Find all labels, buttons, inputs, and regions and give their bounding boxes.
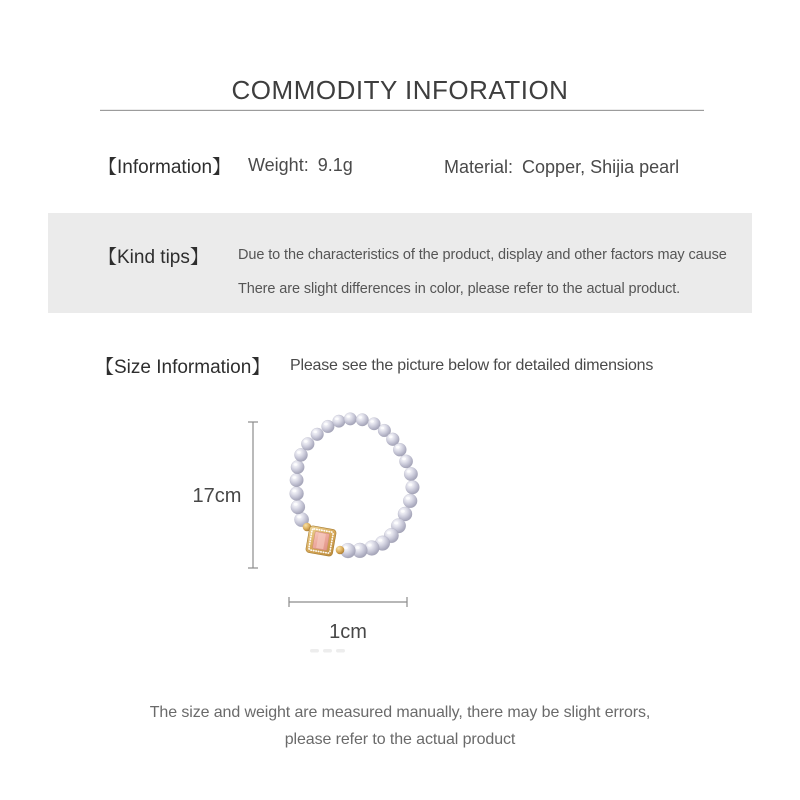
material-field [444,157,679,178]
pearl-highlight [389,435,393,438]
kind-tips-line-2: There are slight differences in color, please refer to the actual product. [238,281,681,297]
pearl [356,414,369,427]
pearl [291,500,305,514]
width-dimension-line [289,597,407,607]
width-dimension-label: 1cm [329,621,367,643]
square-gem-charm [305,525,336,556]
information-section-label: 【Information】 [98,157,232,178]
material-value: Copper, Shijia pearl [522,157,680,177]
cropped-text-remnant [310,649,345,653]
pearl [399,455,412,468]
pearl [403,494,417,508]
weight-label: Weight: [248,155,309,175]
pearl [393,443,406,456]
pearl-highlight [355,546,359,549]
pearl [406,480,420,494]
pearl-highlight [378,539,382,542]
pearl [322,420,335,433]
weight-field [248,155,353,176]
product-size-figure [170,395,490,665]
pearl-highlight [358,416,362,419]
pearl-highlight [370,420,374,423]
page-title: COMMODITY INFORATION [231,75,569,106]
pearl-highlight [401,510,405,513]
material-label: Material: [444,157,514,177]
size-description: Please see the picture below for detailed dimensions [290,357,654,374]
title-divider [100,110,704,111]
pearl [291,460,304,473]
weight-value: 9.1g [317,155,353,175]
pearl-highlight [297,515,301,518]
pearl-highlight [292,489,296,492]
pearl-highlight [292,476,296,479]
kind-tips-box [48,213,752,313]
kind-tips-label: 【Kind tips】 [98,247,209,268]
pearl-highlight [402,457,406,460]
pearl [290,487,304,501]
pearl-highlight [335,418,339,421]
pearl-highlight [294,463,298,466]
pearl-highlight [346,415,350,418]
pearl [404,467,418,481]
pearl-highlight [396,446,400,449]
pearl-highlight [367,544,371,547]
pearl-highlight [387,531,391,534]
pearl-highlight [407,470,411,473]
pearl-highlight [394,522,398,525]
gold-bead-right [336,546,345,555]
footer-disclaimer-line-2: please refer to the actual product [284,731,516,748]
pearl-highlight [297,451,301,454]
pearl-highlight [313,431,317,434]
pearl-highlight [294,503,298,506]
footer-disclaimer-line-1: The size and weight are measured manually, there may be slight errors, [149,704,651,721]
pearl [290,473,304,487]
pearl-highlight [408,483,412,486]
pearl [301,437,314,450]
pearl-highlight [304,440,308,443]
pearl-highlight [406,497,410,500]
kind-tips-line-1: Due to the characteristics of the product, display and other factors may cause [238,247,727,263]
pearl [344,413,357,426]
height-dimension-label: 17cm [192,485,242,507]
pearl-highlight [381,427,385,430]
pearl [333,415,346,428]
pearl-highlight [324,423,328,426]
size-information-label: 【Size Information】 [95,357,271,378]
height-dimension-line [248,422,258,568]
pearl [311,428,324,441]
